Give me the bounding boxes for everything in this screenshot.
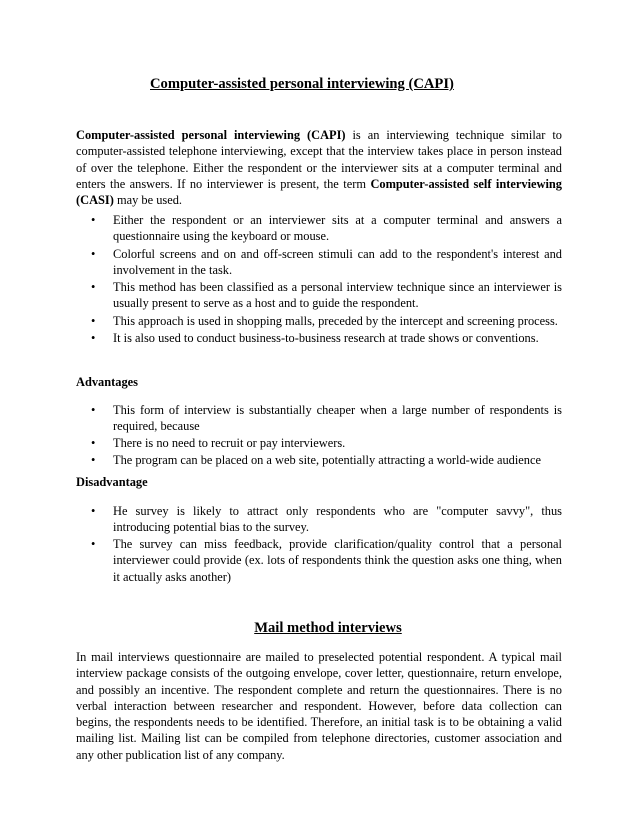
mail-method-title-text: Mail method interviews — [254, 620, 402, 636]
disadvantage-heading: Disadvantage — [76, 475, 148, 489]
capi-term: Computer-assisted personal interviewing (CAPI) — [76, 128, 346, 142]
mail-method-title — [0, 620, 638, 636]
bullet-icon: • — [91, 436, 96, 451]
list-item — [76, 503, 562, 536]
casi-term: Computer-assisted self interviewing (CASI) — [76, 176, 562, 208]
list-item — [76, 536, 562, 585]
capi-intro-text-2: may be used. — [113, 193, 183, 208]
list-item-text: This form of interview is substantially cheaper when a large number of respondents is required, because — [113, 403, 562, 434]
bullet-icon: • — [91, 246, 96, 261]
bullet-icon: • — [91, 313, 96, 328]
list-item-text: This method has been classified as a personal interview technique since an interviewer is usually present to serve as a host and to guide the respondent. — [113, 280, 562, 311]
list-item — [76, 435, 562, 451]
list-item — [76, 330, 562, 346]
list-item-text: Colorful screens and on and off-screen stimuli can add to the respondent's interest and involvement in the task. — [113, 246, 562, 277]
list-item — [76, 452, 562, 468]
bullet-icon: • — [91, 403, 96, 417]
bullet-icon: • — [91, 452, 96, 467]
list-item — [76, 246, 562, 279]
capi-intro-text-1: is an interviewing technique similar to computer-assisted telephone interviewing, except that the interview takes place in person instead of over the telephone. Either the respondent or the interviewer sits at a computer terminal and enters the answers. If no interviewer is present, the term — [76, 128, 562, 191]
list-item-text: There is no need to recruit or pay interviewers. — [113, 436, 346, 451]
bullet-icon: • — [91, 331, 96, 346]
list-item — [76, 313, 562, 329]
list-item-text: This approach is used in shopping malls, preceded by the intercept and screening process. — [113, 313, 558, 328]
bullet-icon: • — [91, 504, 96, 518]
list-item — [76, 402, 562, 435]
capi-intro-paragraph — [76, 127, 562, 208]
list-item — [76, 212, 562, 245]
list-item-text: The survey can miss feedback, provide clarification/quality control that a personal interviewer could provide (ex. lots of respondents think the question asks one thing, when it actually asks another) — [113, 537, 562, 584]
bullet-icon: • — [91, 537, 96, 552]
bullet-icon: • — [91, 280, 96, 295]
list-item-text: It is also used to conduct business-to-business research at trade shows or conventions. — [113, 331, 539, 346]
list-item — [76, 279, 562, 312]
advantages-bullet-list — [76, 402, 562, 468]
advantages-heading: Advantages — [76, 375, 138, 389]
list-item-text: The program can be placed on a web site, potentially attracting a world-wide audience — [113, 452, 541, 467]
bullet-icon: • — [91, 213, 96, 227]
list-item-text: He survey is likely to attract only respondents who are "computer savvy", thus introducing potential bias to the survey. — [113, 504, 562, 535]
mail-method-paragraph: In mail interviews questionnaire are mailed to preselected potential respondent. A typical mail interview package consists of the outgoing envelope, cover letter, questionnaire, return envelope, and possibly an incentive. The respondent complete and return the questionnaires. There is no verbal interaction between researcher and respondent. However, before data collection can begins, the respondents needs to be identified. Therefore, an initial task is to be obtaining a valid mailing list. Mailing list can be compiled from telephone directories, customer association and any other publication list of any company. — [76, 650, 562, 762]
capi-title: Computer-assisted personal interviewing (CAPI) — [150, 76, 454, 92]
capi-bullet-list — [76, 212, 562, 346]
disadvantage-bullet-list — [76, 503, 562, 585]
list-item-text: Either the respondent or an interviewer sits at a computer terminal and answers a questionnaire using the keyboard or mouse. — [113, 213, 562, 244]
